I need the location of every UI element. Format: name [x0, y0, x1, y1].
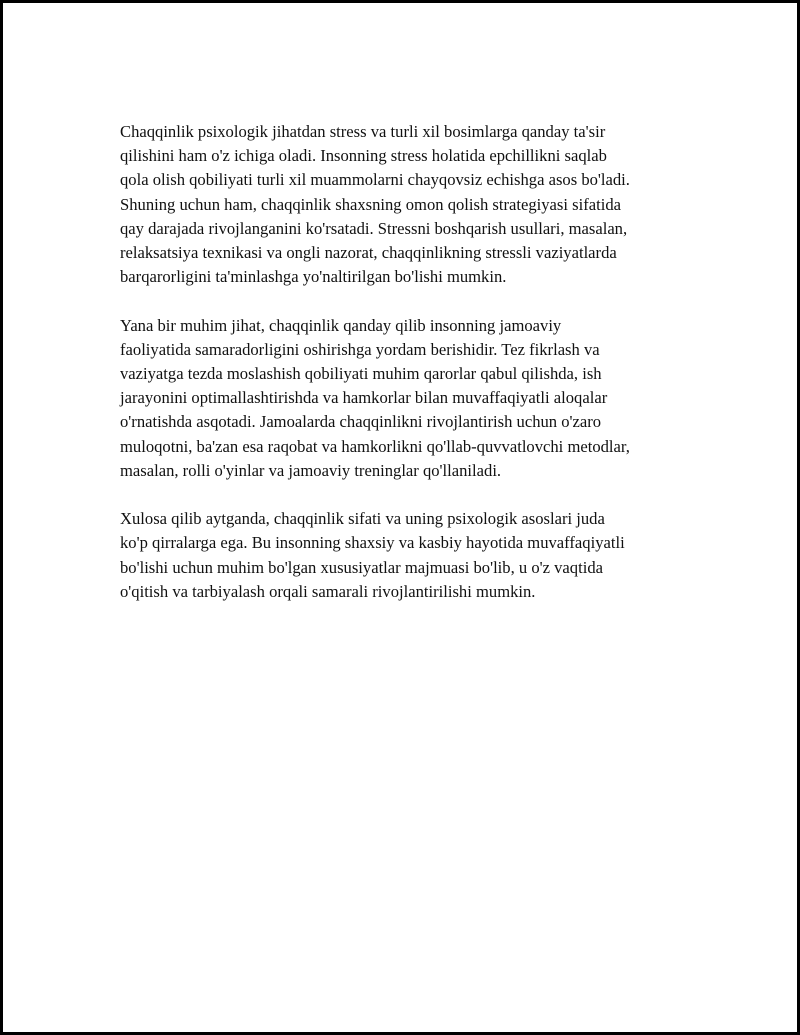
- text-line: Shuning uchun ham, chaqqinlik shaxsning omon qolish strategiyasi sifatida: [120, 194, 621, 214]
- text-line: vaziyatga tezda moslashish qobiliyati muhim qarorlar qabul qilishda, ish: [120, 364, 602, 384]
- text-line: jarayonini optimallashtirishda va hamkorlar bilan muvaffaqiyatli aloqalar: [120, 388, 608, 408]
- paragraph-1: [120, 120, 720, 289]
- text-line: relaksatsiya texnikasi va ongli nazorat, chaqqinlikning stressli vaziyatlarda: [120, 243, 617, 263]
- text-line: o'qitish va tarbiyalash orqali samarali rivojlantirilishi mumkin.: [120, 581, 536, 601]
- paragraph-2: [120, 314, 720, 483]
- text-line: Chaqqinlik psixologik jihatdan stress va turli xil bosimlarga qanday ta'sir: [120, 122, 606, 141]
- text-line: faoliyatida samaradorligini oshirishga yordam berishidir. Tez fikrlash va: [120, 339, 600, 359]
- text-line: masalan, rolli o'yinlar va jamoaviy treninglar qo'llaniladi.: [120, 460, 502, 480]
- text-line: Yana bir muhim jihat, chaqqinlik qanday qilib insonning jamoaviy: [120, 315, 562, 335]
- text-line: qola olish qobiliyati turli xil muammolarni chayqovsiz echishga asos bo'ladi.: [120, 170, 630, 190]
- text-line: bo'lishi uchun muhim bo'lgan xususiyatlar majmuasi bo'lib, u o'z vaqtida: [120, 557, 603, 577]
- document-body: [120, 120, 720, 628]
- paragraph-3: [120, 507, 720, 604]
- text-line: o'rnatishda asqotadi. Jamoalarda chaqqinlikni rivojlantirish uchun o'zaro: [120, 412, 602, 432]
- text-line: muloqotni, ba'zan esa raqobat va hamkorlikni qo'llab-quvvatlovchi metodlar,: [120, 436, 630, 456]
- text-line: qilishini ham o'z ichiga oladi. Insonning stress holatida epchillikni saqlab: [120, 146, 607, 166]
- text-line: barqarorligini ta'minlashga yo'naltirilgan bo'lishi mumkin.: [120, 267, 507, 287]
- text-line: qay darajada rivojlanganini ko'rsatadi. Stressni boshqarish usullari, masalan,: [120, 218, 628, 238]
- text-line: Xulosa qilib aytganda, chaqqinlik sifati va uning psixologik asoslari juda: [120, 509, 605, 529]
- text-line: ko'p qirralarga ega. Bu insonning shaxsiy va kasbiy hayotida muvaffaqiyatli: [120, 533, 625, 553]
